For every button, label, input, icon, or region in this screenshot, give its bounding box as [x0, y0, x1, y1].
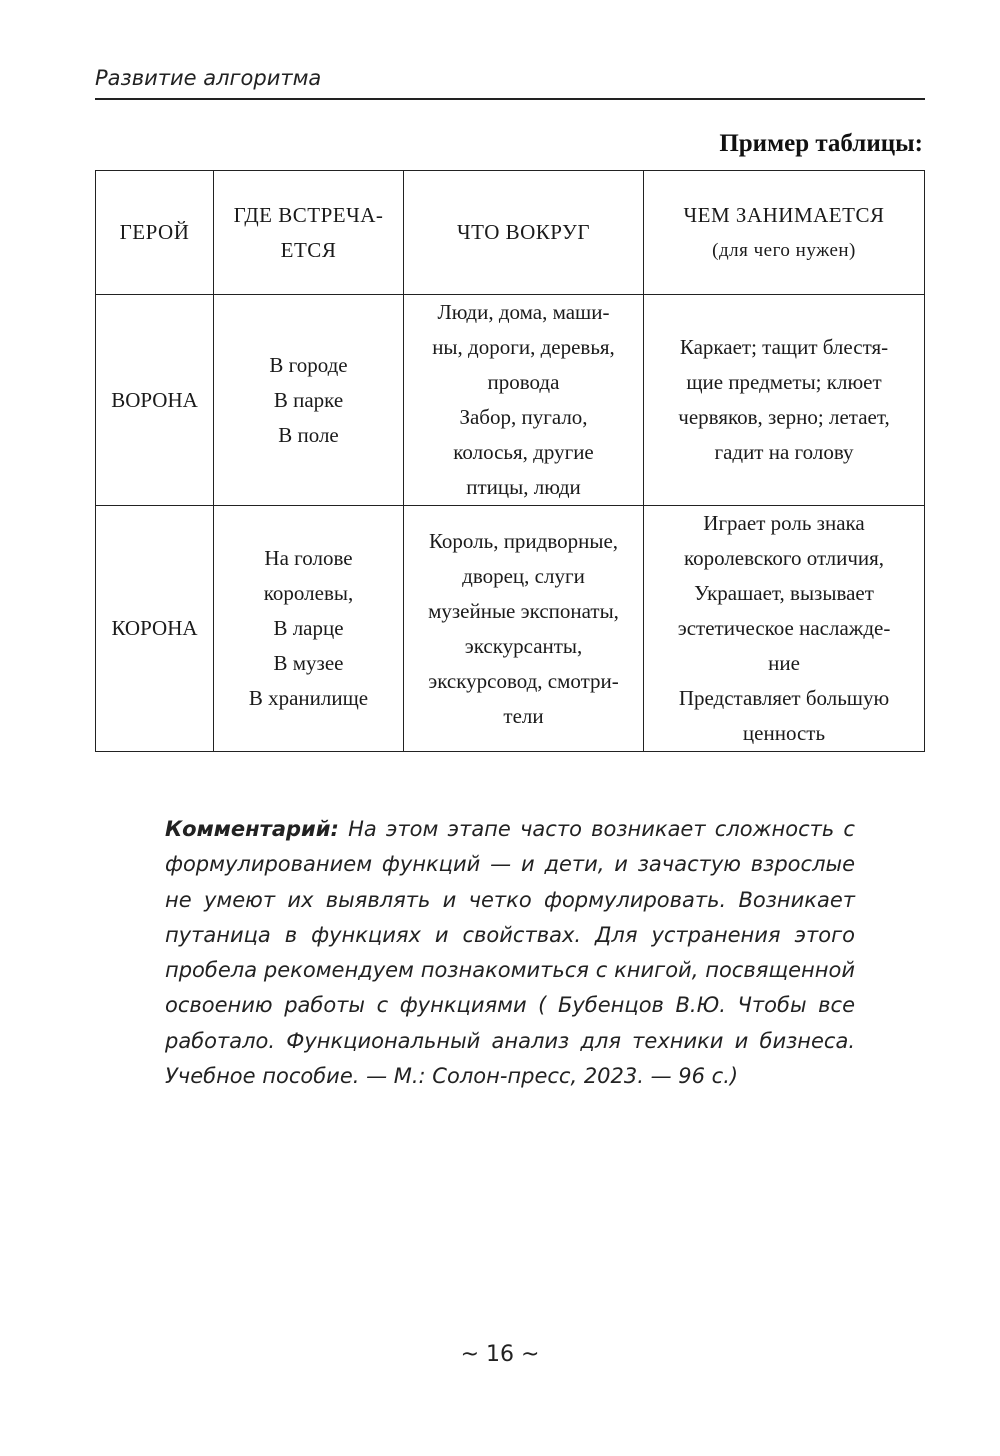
cell-line: Играет роль знака — [703, 511, 865, 535]
cell-line: Забор, пугало, — [459, 405, 588, 429]
cell-line: В поле — [278, 422, 339, 447]
table-row — [96, 506, 925, 752]
cell-line: колосья, другие — [453, 440, 594, 464]
cell-line: гадит на голову — [714, 440, 854, 464]
header-divider — [95, 98, 925, 100]
cell-line: В городе — [269, 352, 348, 377]
page-number: ~ 16 ~ — [460, 1342, 540, 1367]
cell-line: Люди, дома, маши- — [437, 300, 610, 324]
comment-label: Комментарий: — [165, 817, 339, 841]
header-does-note: (для чего нужен) — [712, 239, 856, 261]
cell-line: В ларце — [273, 616, 344, 640]
cell-line: На голове — [264, 546, 353, 570]
cell-does — [644, 506, 925, 752]
cell-line: Представляет большую — [678, 686, 890, 710]
cell-line: ние — [768, 651, 800, 675]
cell-around — [404, 506, 644, 752]
cell-line: червяков, зерно; летает, — [678, 405, 890, 429]
cell-does — [644, 295, 925, 506]
header-where-line: ЕТСЯ — [280, 237, 337, 262]
table-row — [96, 295, 925, 506]
cell-line: В музее — [273, 651, 344, 675]
cell-hero: КОРОНА — [96, 506, 214, 752]
cell-line: провода — [487, 370, 560, 394]
cell-hero: ВОРОНА — [96, 295, 214, 506]
cell-line: королевского отличия, — [683, 546, 885, 570]
comment-text: На этом этапе часто возникает сложность с формулированием функций — и дети, и зачастую взрослые не умеют их выявлять и четко формулировать. Возникает путаница в функциях и свойствах. Для устранения этого пробела рекомендуем познакомиться с книгой, посвященной освоению работы с функциями ( Бубенцов В.Ю. Чтобы все работало. Функциональный анализ для техники и бизнеса. Учебное пособие. — М.: Солон-пресс, 2023. — 96 с.) — [165, 817, 855, 1089]
header-where-line: ГДЕ ВСТРЕЧА- — [233, 202, 384, 227]
cell-line: ны, дороги, деревья, — [432, 335, 615, 359]
cell-line: птицы, люди — [466, 475, 581, 499]
cell-line: экскурсовод, смотри- — [428, 668, 619, 693]
header-hero: ГЕРОЙ — [96, 171, 214, 295]
cell-line: Король, придворные, — [428, 528, 619, 553]
cell-line: эстетическое наслажде- — [677, 616, 891, 640]
header-where — [214, 171, 404, 295]
cell-line: ценность — [742, 721, 826, 745]
cell-line: экскурсанты, — [464, 633, 583, 658]
table-caption: Пример таблицы: — [719, 130, 923, 157]
header-around: ЧТО ВОКРУГ — [404, 171, 644, 295]
cell-around — [404, 295, 644, 506]
cell-line: музейные экспонаты, — [428, 598, 619, 623]
cell-line: В хранилище — [248, 686, 369, 710]
cell-line: королевы, — [263, 581, 354, 605]
hero-table — [95, 170, 925, 752]
cell-line: Каркает; тащит блестя- — [679, 335, 889, 359]
header-does — [644, 171, 925, 295]
table-header-row — [96, 171, 925, 295]
cell-line: В парке — [273, 387, 344, 412]
header-does-title: ЧЕМ ЗАНИМАЕТСЯ — [683, 202, 885, 227]
cell-line: Украшает, вызывает — [694, 581, 874, 605]
cell-line: тели — [503, 703, 544, 728]
cell-where — [214, 295, 404, 506]
cell-line: щие предметы; клюет — [686, 370, 882, 394]
comment-paragraph — [165, 812, 855, 1094]
running-title: Развитие алгоритма — [95, 66, 322, 90]
cell-where — [214, 506, 404, 752]
cell-line: дворец, слуги — [462, 563, 585, 588]
